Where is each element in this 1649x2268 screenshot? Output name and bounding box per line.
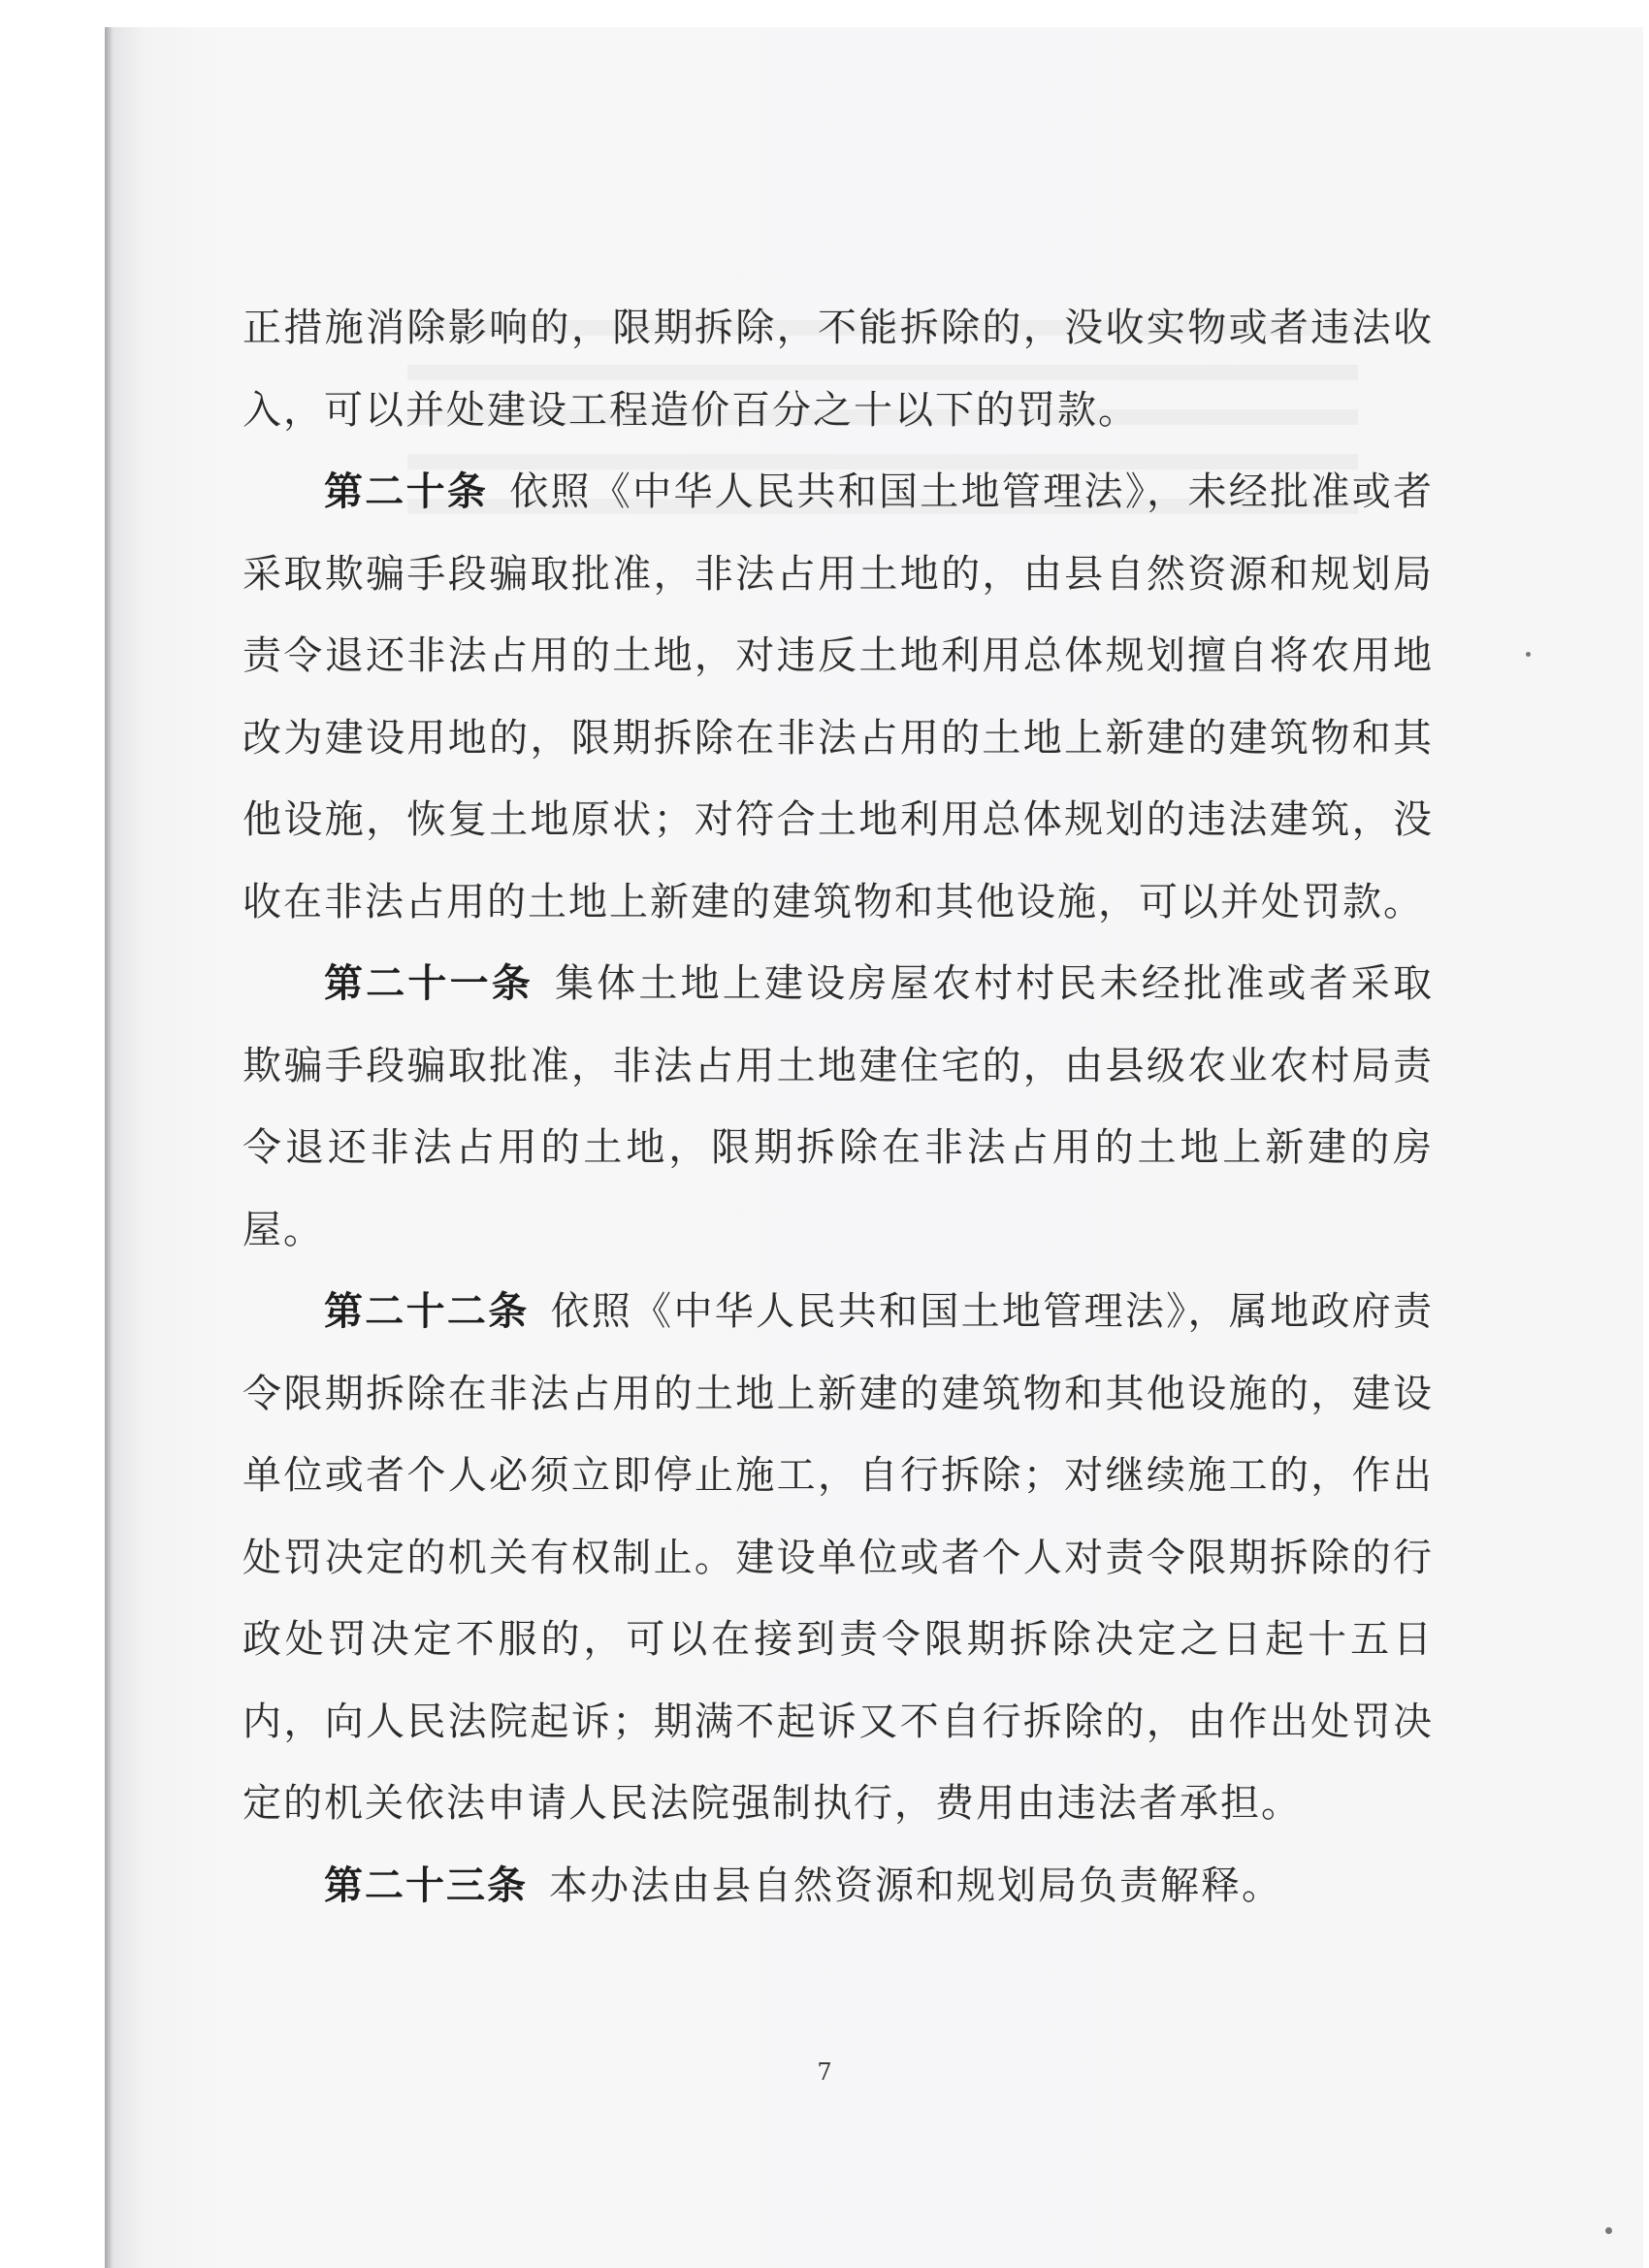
article-21 xyxy=(242,943,1434,1271)
article-23 xyxy=(242,1845,1434,1928)
article-20-text: 依照《中华人民共和国土地管理法》，未经批准或者采取欺骗手段骗取批准，非法占用土地的，由县自然资源和规划局责令退还非法占用的土地，对违反土地利用总体规划擅自将农用地改为建设用地的，限期拆除在非法占用的土地上新建的建筑物和其他设施，恢复土地原状；对符合土地利用总体规划的违法建筑，没收在非法占用的土地上新建的建筑物和其他设施，可以并处罚款。 xyxy=(242,470,1435,924)
article-22-text: 依照《中华人民共和国土地管理法》，属地政府责令限期拆除在非法占用的土地上新建的建筑物和其他设施的，建设单位或者个人必须立即停止施工，自行拆除；对继续施工的，作出处罚决定的机关有权制止。建设单位或者个人对责令限期拆除的行政处罚决定不服的，可以在接到责令限期拆除决定之日起十五日内，向人民法院起诉；期满不起诉又不自行拆除的，由作出处罚决定的机关依法申请人民法院强制执行，费用由违法者承担。 xyxy=(242,1289,1435,1826)
page-fold-shadow xyxy=(105,27,113,2268)
article-23-text: 本办法由县自然资源和规划局负责解释。 xyxy=(549,1863,1282,1908)
document-body xyxy=(242,287,1434,1927)
article-22 xyxy=(242,1271,1434,1845)
article-20 xyxy=(242,451,1434,943)
scan-speck xyxy=(1605,2227,1612,2234)
article-20-label: 第二十条 xyxy=(324,470,489,514)
continuation-paragraph: 正措施消除影响的，限期拆除，不能拆除的，没收实物或者违法收入，可以并处建设工程造价百分之十以下的罚款。 xyxy=(242,306,1434,433)
article-21-text: 集体土地上建设房屋农村村民未经批准或者采取欺骗手段骗取批准，非法占用土地建住宅的，由县级农业农村局责令退还非法占用的土地，限期拆除在非法占用的土地上新建的房屋。 xyxy=(242,961,1434,1252)
article-22-label: 第二十二条 xyxy=(324,1289,530,1334)
page-number: 7 xyxy=(817,2058,832,2086)
article-21-label: 第二十一条 xyxy=(324,961,534,1006)
article-23-label: 第二十三条 xyxy=(324,1863,528,1908)
scan-speck xyxy=(1526,652,1531,657)
